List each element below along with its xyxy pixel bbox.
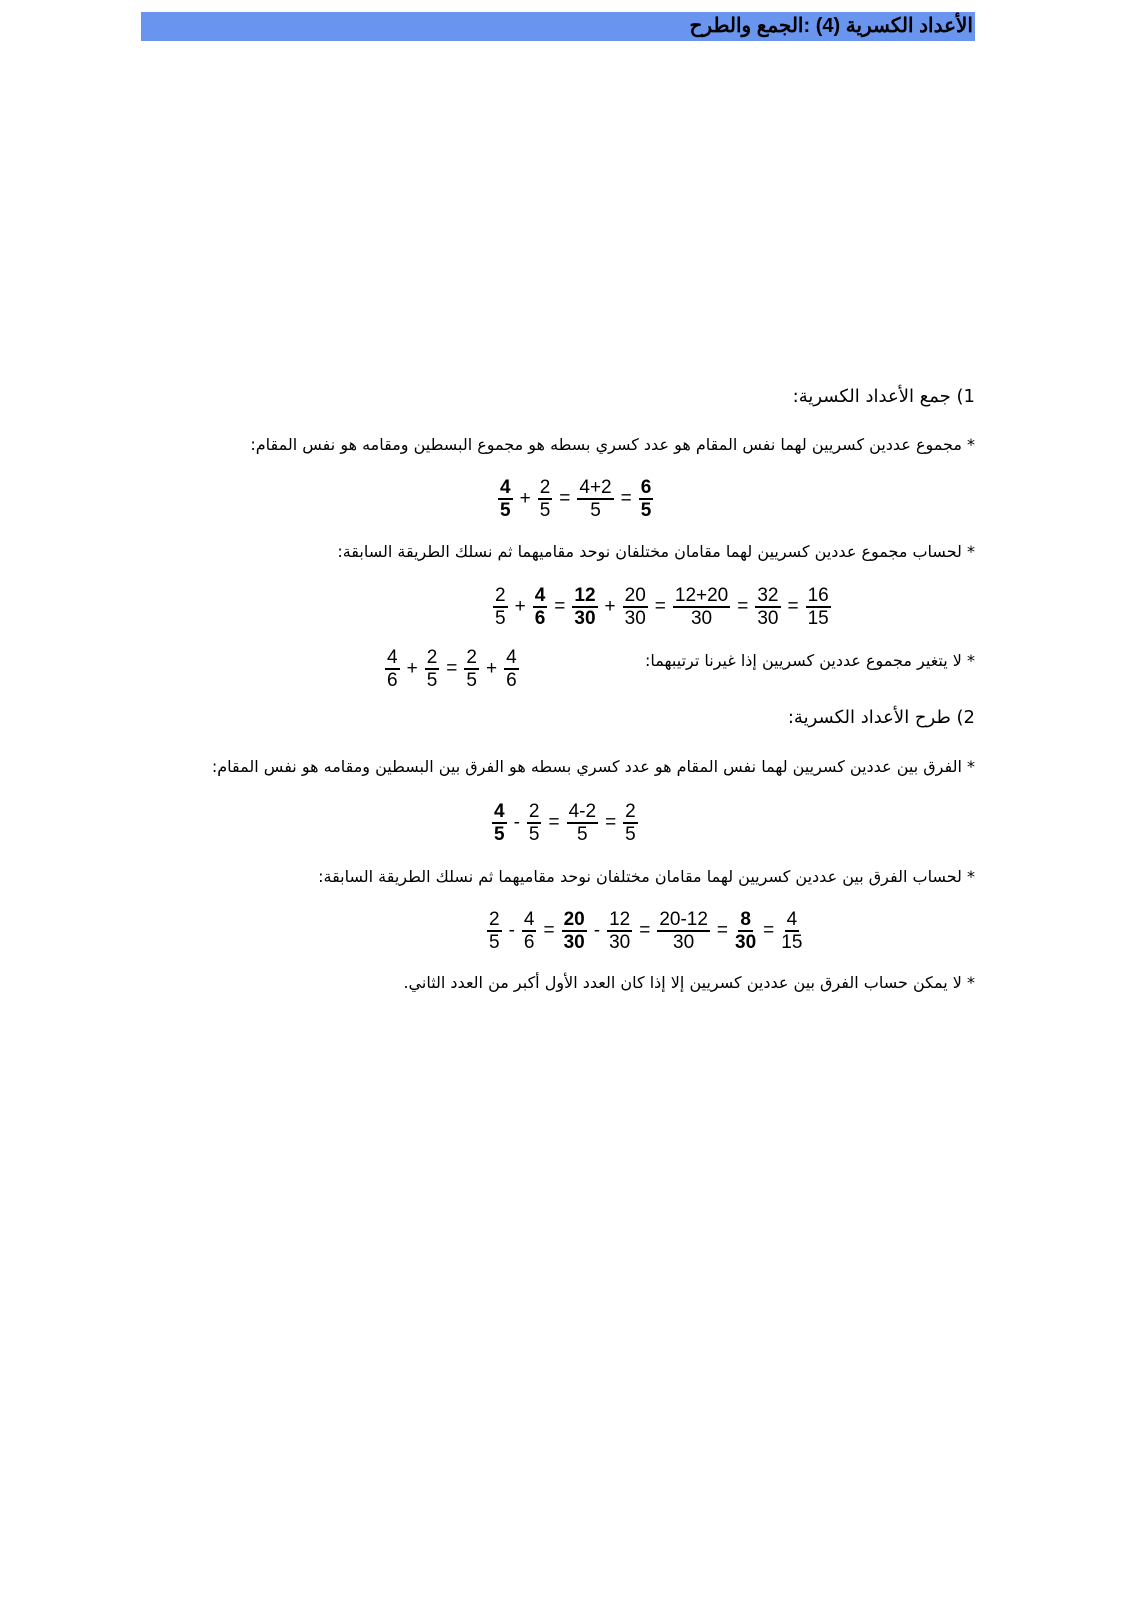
numerator: 2 [495, 585, 506, 606]
minus-sign: - [513, 812, 520, 833]
section-1-rule-3: * لا يتغير مجموع عددين كسريين إذا غيرنا ترتيبهما: [645, 651, 975, 670]
numerator: 4-2 [568, 801, 597, 822]
equals-sign: = [654, 596, 666, 617]
fraction [639, 478, 654, 520]
denominator: 5 [640, 500, 652, 521]
equals-sign: = [620, 488, 632, 509]
fraction [493, 586, 508, 628]
commutative-addition-equation [382, 648, 522, 690]
numerator: 20 [563, 909, 585, 930]
numerator: 16 [807, 585, 829, 606]
fraction [562, 910, 587, 952]
plus-sign: + [519, 488, 531, 509]
section-2-heading: 2) طرح الأعداد الكسرية: [787, 707, 975, 728]
numerator: 2 [489, 909, 500, 930]
denominator: 15 [781, 932, 803, 953]
denominator: 6 [387, 670, 398, 691]
denominator: 30 [574, 608, 596, 629]
subtraction-different-denominator-equation [484, 910, 805, 952]
plus-sign: + [604, 596, 616, 617]
denominator: 30 [624, 608, 646, 629]
fraction [385, 648, 400, 690]
equals-sign: = [548, 812, 560, 833]
equals-sign: = [763, 920, 775, 941]
numerator: 4 [506, 647, 517, 668]
subtraction-same-denominator-equation [489, 802, 641, 844]
fraction [527, 802, 542, 844]
equals-sign: = [737, 596, 749, 617]
fraction [735, 910, 756, 952]
section-1-heading: 1) جمع الأعداد الكسرية: [792, 386, 975, 407]
fraction [487, 910, 502, 952]
denominator: 30 [563, 932, 585, 953]
denominator: 5 [590, 500, 601, 521]
denominator: 5 [494, 824, 505, 845]
section-1-rule-1: * مجموع عددين كسريين لهما نفس المقام هو عدد كسري بسطه هو مجموع البسطين ومقامه هو نفس المقام: [250, 435, 975, 454]
denominator: 15 [807, 608, 829, 629]
denominator: 5 [500, 500, 511, 521]
denominator: 5 [577, 824, 588, 845]
equals-sign: = [605, 812, 617, 833]
numerator: 2 [426, 647, 438, 668]
numerator: 20 [624, 585, 646, 606]
numerator: 2 [539, 477, 551, 498]
equals-sign: = [716, 920, 729, 941]
numerator: 6 [640, 477, 652, 498]
page-title: الأعداد الكسرية (4) :الجمع والطرح [689, 15, 973, 37]
denominator: 6 [534, 608, 546, 629]
denominator: 5 [489, 932, 500, 953]
denominator: 30 [690, 608, 713, 629]
fraction [538, 478, 553, 520]
numerator: 20-12 [659, 909, 708, 930]
fraction [567, 802, 598, 844]
numerator: 2 [625, 801, 636, 822]
section-2-rule-1: * الفرق بين عددين كسريين لهما نفس المقام هو عدد كسري بسطه هو الفرق بين البسطين ومقامه هو نفس المقام: [211, 757, 975, 776]
numerator: 4 [500, 477, 511, 498]
denominator: 30 [757, 608, 779, 629]
numerator: 4 [523, 909, 535, 930]
denominator: 30 [735, 932, 757, 953]
plus-sign: + [485, 658, 498, 679]
fraction [623, 802, 638, 844]
numerator: 4 [494, 801, 505, 822]
title-bar [141, 12, 975, 41]
denominator: 5 [466, 670, 477, 691]
equals-sign: = [446, 658, 458, 679]
minus-sign: - [593, 920, 601, 941]
denominator: 6 [506, 670, 517, 691]
fraction [504, 648, 519, 690]
numerator: 8 [740, 909, 751, 930]
fraction [498, 478, 513, 520]
section-1-rule-2: * لحساب مجموع عددين كسريين لهما مقامان مختلفان نوحد مقاميهما ثم نسلك الطريقة السابقة: [337, 542, 975, 561]
numerator: 32 [757, 585, 779, 606]
equals-sign: = [554, 596, 566, 617]
numerator: 4 [387, 647, 398, 668]
numerator: 12+20 [674, 585, 729, 606]
fraction [806, 586, 831, 628]
equals-sign: = [559, 488, 571, 509]
fraction [522, 910, 537, 952]
minus-sign: - [508, 920, 515, 941]
addition-different-denominator-equation [490, 586, 834, 628]
fraction [572, 586, 597, 628]
plus-sign: + [514, 596, 526, 617]
fraction [607, 910, 632, 952]
fraction [492, 802, 507, 844]
denominator: 5 [528, 824, 540, 845]
section-2-rule-3: * لا يمكن حساب الفرق بين عددين كسريين إلا إذا كان العدد الأول أكبر من العدد الثاني. [403, 973, 975, 992]
addition-same-denominator-equation [495, 478, 656, 520]
numerator: 2 [466, 647, 477, 668]
fraction [425, 648, 440, 690]
numerator: 12 [609, 909, 631, 930]
equals-sign: = [787, 596, 799, 617]
numerator: 4 [534, 585, 546, 606]
fraction [755, 586, 780, 628]
denominator: 6 [523, 932, 535, 953]
fraction [464, 648, 479, 690]
denominator: 30 [673, 932, 695, 953]
denominator: 30 [609, 932, 631, 953]
equals-sign: = [543, 920, 555, 941]
fraction [533, 586, 548, 628]
equals-sign: = [639, 920, 651, 941]
fraction [623, 586, 648, 628]
fraction [781, 910, 802, 952]
denominator: 5 [625, 824, 636, 845]
numerator: 4 [786, 909, 798, 930]
fraction [657, 910, 710, 952]
denominator: 5 [539, 500, 551, 521]
fraction [673, 586, 730, 628]
section-2-rule-2: * لحساب الفرق بين عددين كسريين لهما مقامان مختلفان نوحد مقاميهما ثم نسلك الطريقة السابقة: [318, 867, 975, 886]
numerator: 12 [574, 585, 596, 606]
plus-sign: + [406, 658, 418, 679]
denominator: 5 [426, 670, 438, 691]
numerator: 4+2 [579, 477, 612, 498]
denominator: 5 [495, 608, 506, 629]
numerator: 2 [528, 801, 540, 822]
fraction [577, 478, 613, 520]
